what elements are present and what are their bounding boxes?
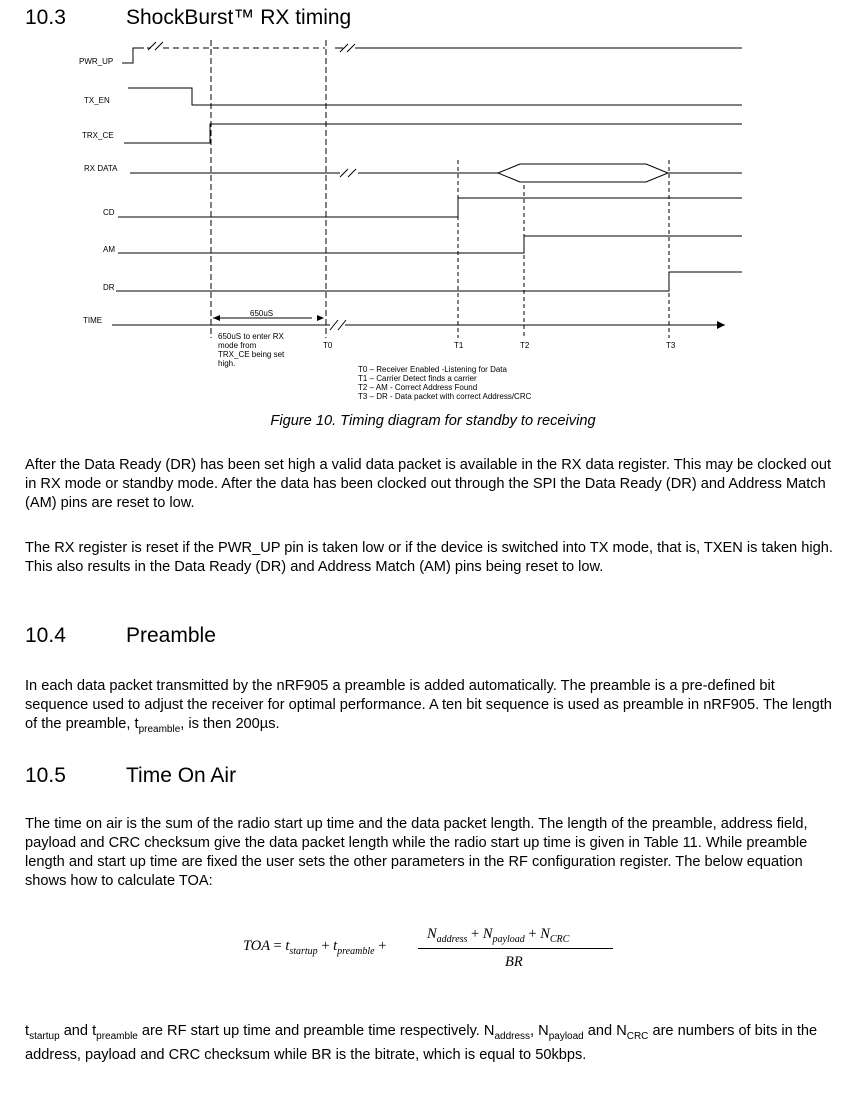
section-number: 10.4 xyxy=(25,624,66,647)
section-title: Time On Air xyxy=(126,764,237,787)
duration-label: 650uS xyxy=(250,309,274,318)
cd-trace xyxy=(118,198,742,217)
paragraph: In each data packet transmitted by the nRF905 a preamble is added automatically. The preamble is a pre-defined bit sequence used to adjust the receiver for optimal performance. A ten bit sequence is used as preamble in nRF905. The length of the preamble, $t_{preamble}$, is then 200µs. xyxy=(25,678,832,735)
tx-en-trace xyxy=(128,88,742,105)
section-title: Preamble xyxy=(126,624,216,647)
am-trace xyxy=(118,236,742,253)
signal-label: RX DATA xyxy=(84,164,118,173)
signal-label: TX_EN xyxy=(84,96,110,105)
note-line: TRX_CE being set xyxy=(218,350,285,359)
legend-line: T0 – Receiver Enabled -Listening for Data xyxy=(358,365,507,374)
note-line: high. xyxy=(218,359,236,368)
timing-diagram xyxy=(0,0,850,410)
legend-line: T2 – AM - Correct Address Found xyxy=(358,383,478,392)
dr-trace xyxy=(116,272,742,291)
time-mark: T0 xyxy=(323,341,333,350)
legend-line: T1 – Carrier Detect finds a carrier xyxy=(358,374,477,383)
time-mark: T3 xyxy=(666,341,676,350)
signal-label: DR xyxy=(103,283,115,292)
section-title: ShockBurst™ RX timing xyxy=(126,6,352,29)
signal-label: PWR_UP xyxy=(79,57,114,66)
time-mark: T2 xyxy=(520,341,530,350)
time-mark: T1 xyxy=(454,341,464,350)
trx-ce-trace xyxy=(124,124,742,143)
pwr-up-trace xyxy=(122,48,140,63)
section-number: 10.5 xyxy=(25,764,66,787)
signal-label: CD xyxy=(103,208,115,217)
paragraph: After the Data Ready (DR) has been set high a valid data packet is available in the RX data register. This may be clocked out in RX mode or standby mode. After the data has been clocked out through the SPI the Data Ready (DR) and Address Match (AM) pins are reset to low. xyxy=(25,457,832,511)
legend-line: T3 – DR - Data packet with correct Address/CRC xyxy=(358,392,532,401)
signal-label: TRX_CE xyxy=(82,131,114,140)
toa-equation: TOA = $t_{startup} + t_{preamble}$ + $N_{address} + N_{payload} + N_{CRC}$ BR xyxy=(0,0,850,1100)
section-number: 10.3 xyxy=(25,6,66,29)
note-line: mode from xyxy=(218,341,257,350)
signal-label: TIME xyxy=(83,316,103,325)
paragraph: The RX register is reset if the PWR_UP pin is taken low or if the device is switched into TX mode, that is, TXEN is taken high. This also results in the Data Ready (DR) and Address Match (AM) pins being reset to low. xyxy=(25,540,833,575)
fraction-bar xyxy=(418,948,613,949)
time-arrowhead xyxy=(717,321,725,329)
signal-label: AM xyxy=(103,245,115,254)
paragraph: The time on air is the sum of the radio start up time and the data packet length. The length of the preamble, address field, payload and CRC checksum give the data packet length while the radio start up time is given in Table 11. While preamble length and start up time are fixed the user sets the other parameters in the RF configuration register. The below equation shows how to calculate TOA: xyxy=(25,816,808,889)
figure-caption: Figure 10. Timing diagram for standby to receiving xyxy=(270,413,596,429)
note-line: 650uS to enter RX xyxy=(218,332,284,341)
paragraph: $t_{startup}$ and $t_{preamble}$ are RF start up time and preamble time respectively. $N_{address}$, $N_{payload}$ and $N_{CRC}$ are numbers of bits in the address, payload and CRC checksum while BR is the bitrate, which is equal to 50kbps. xyxy=(25,1023,818,1063)
